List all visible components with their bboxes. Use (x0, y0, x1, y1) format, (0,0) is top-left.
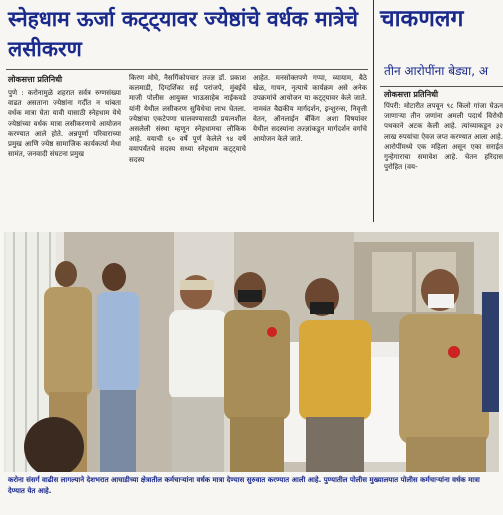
subhead-rule-right (380, 86, 503, 87)
right-byline: लोकसत्ता प्रतिनिधी (384, 90, 439, 99)
police-vaccination-photo (4, 232, 499, 472)
left-headline: स्नेहधाम ऊर्जा कट्ट्यावर ज्येष्ठांचे वर्धक मात्रेचे लसीकरण (8, 6, 358, 61)
left-article-column-2: किरण मोघे, नैसर्गिकोपचार तज्ज्ञ डॉ. प्रकाश कलमाडी, दिग्दर्शिका सई परांजपे, मुंबईचे माजी पोलीस आयुक्त भाऊसाहेब नाईकवडे यांनी येथील लसीकरण सुविधेचा लाभ घेतला. ज्येष्ठांचा एकटेपणा घालवण्यासाठी प्रयत्नशील असलेली संस्था म्हणून स्नेहधामचा लौकिक आहे. वयाची ६० वर्षे पूर्ण केलेले ९४ वर्षे वयापर्यंतचे सदस्य सध्या स्नेहधाम कट्ट्याचे सदस्य (129, 74, 246, 164)
right-subhead: तीन आरोपींना बेड्या, अ (384, 64, 489, 78)
right-article-column: पिंपरी: मोटारीत लपवून ९८ किलो गांजा घेऊन जाणाऱ्या तीन जणांना अमली पदार्थ विरोधी पथकाने अटक केली आहे. त्यांच्याकडून ३२ लाख रुपयांचा ऐवज जप्त करण्यात आला आहे. आरोपींमध्ये एक महिला असून एका सराईत गुन्हेगाराचा समावेश आहे. चेतन हरिदास पुरोहित (वय- (384, 102, 503, 172)
left-byline: लोकसत्ता प्रतिनिधी (8, 75, 63, 84)
column-divider (373, 0, 374, 222)
news-photo (4, 232, 499, 472)
headline-rule-left (6, 69, 368, 70)
right-headline: चाकणलग (380, 5, 464, 32)
photo-caption: करोना संसर्ग वाढीस लागल्याने देशभरात आघाडीच्या क्षेत्रातील कर्मचाऱ्यांना वर्धक मात्रा देण्यास सुरुवात करण्यात आली आहे. पुण्यातील पोलीस मुख्यालयात पोलीस कर्मचाऱ्यांना वर्धक मात्रा देण्यात येत आहे. (8, 476, 480, 495)
left-article-column-1: पुणे : करोनामुळे शहरात सर्वत्र रुग्णसंख्या वाढत असताना ज्येष्ठांना गर्दीत न थांबता वर्धक मात्रा घेता यावी यासाठी स्नेहधाम येथे ज्येष्ठांच्या वर्धक मात्रा लसीकरणाचे आयोजन करण्यात आले होते. अन्नपूर्णा परिवाराच्या प्रमुख आणि ज्येष्ठ सामाजिक कार्यकर्त्या मेधा सामंत, जनवादी संघटना प्रमुख (8, 89, 121, 159)
left-article-column-3: आहेत. मनसोक्तपणे गप्पा, व्यायाम, बैठे खेळ, गायन, नृत्याचे कार्यक्रम असे अनेक उपक्रमांचे आयोजन या कट्ट्यावर केले जाते. नामवंत वैद्यकीय मार्गदर्शन, इन्शुरन्स, निवृत्ती वेतन, ऑनलाईन बँकिंग अशा विषयांवर येथील सदस्यांना तज्ज्ञांकडून मार्गदर्शन वर्गाचे आयोजन केले जाते. (253, 74, 367, 144)
